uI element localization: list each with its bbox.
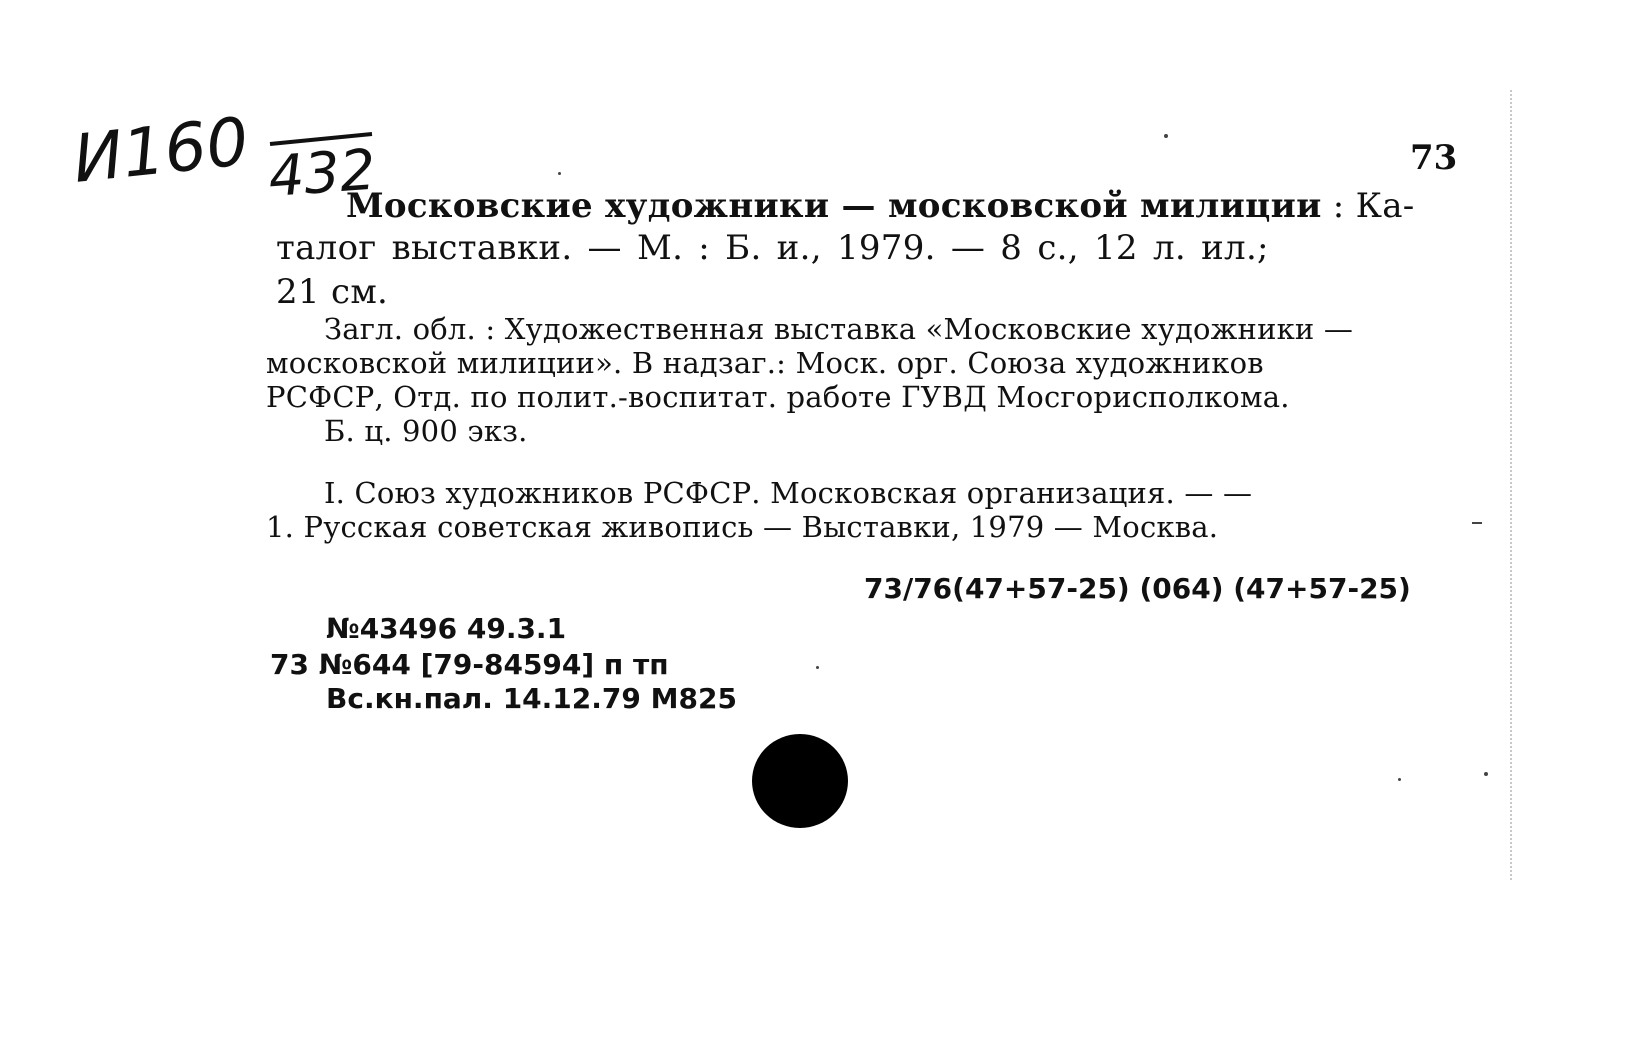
registration-line-3: Вс.кн.пал. 14.12.79 М825 bbox=[326, 682, 737, 715]
page-number: 73 bbox=[1410, 138, 1458, 178]
note-line-2: московской милиции». В надзаг.: Моск. орг. Союза художников bbox=[266, 346, 1264, 380]
punch-hole bbox=[752, 734, 848, 828]
title-line-2: талог выставки. — М. : Б. и., 1979. — 8 с., 12 л. ил.; bbox=[276, 228, 1269, 268]
registration-line-1: №43496 49.3.1 bbox=[326, 612, 567, 645]
scan-speck bbox=[1472, 522, 1482, 524]
classification-code: 73/76(47+57-25) (064) (47+57-25) bbox=[864, 572, 1411, 605]
handwritten-shelfmark-sub: 432 bbox=[266, 137, 378, 210]
handwritten-shelfmark-main: И160 bbox=[69, 103, 253, 198]
title-line-1 bbox=[346, 186, 1415, 226]
scan-speck bbox=[1164, 134, 1168, 138]
title-main: Московские художники — московской милиции bbox=[346, 186, 1322, 226]
price-line: Б. ц. 900 экз. bbox=[324, 414, 528, 448]
title-line-1-rest: : Ка- bbox=[1321, 186, 1415, 226]
note-line-1: Загл. обл. : Художественная выставка «Московские художники — bbox=[324, 312, 1354, 346]
index-term-2: 1. Русская советская живопись — Выставки, 1979 — Москва. bbox=[266, 510, 1219, 544]
scan-edge-line bbox=[1510, 90, 1512, 880]
note-line-3: РСФСР, Отд. по полит.-воспитат. работе ГУВД Мосгорисполкома. bbox=[266, 380, 1290, 414]
scan-speck bbox=[1398, 778, 1401, 781]
index-term-1: I. Союз художников РСФСР. Московская организация. — — bbox=[324, 476, 1253, 510]
title-line-3: 21 см. bbox=[276, 272, 389, 312]
scan-speck bbox=[816, 666, 819, 669]
scan-speck bbox=[558, 172, 561, 175]
registration-line-2: 73 №644 [79-84594] п тп bbox=[270, 648, 669, 681]
scan-speck bbox=[1484, 772, 1488, 776]
